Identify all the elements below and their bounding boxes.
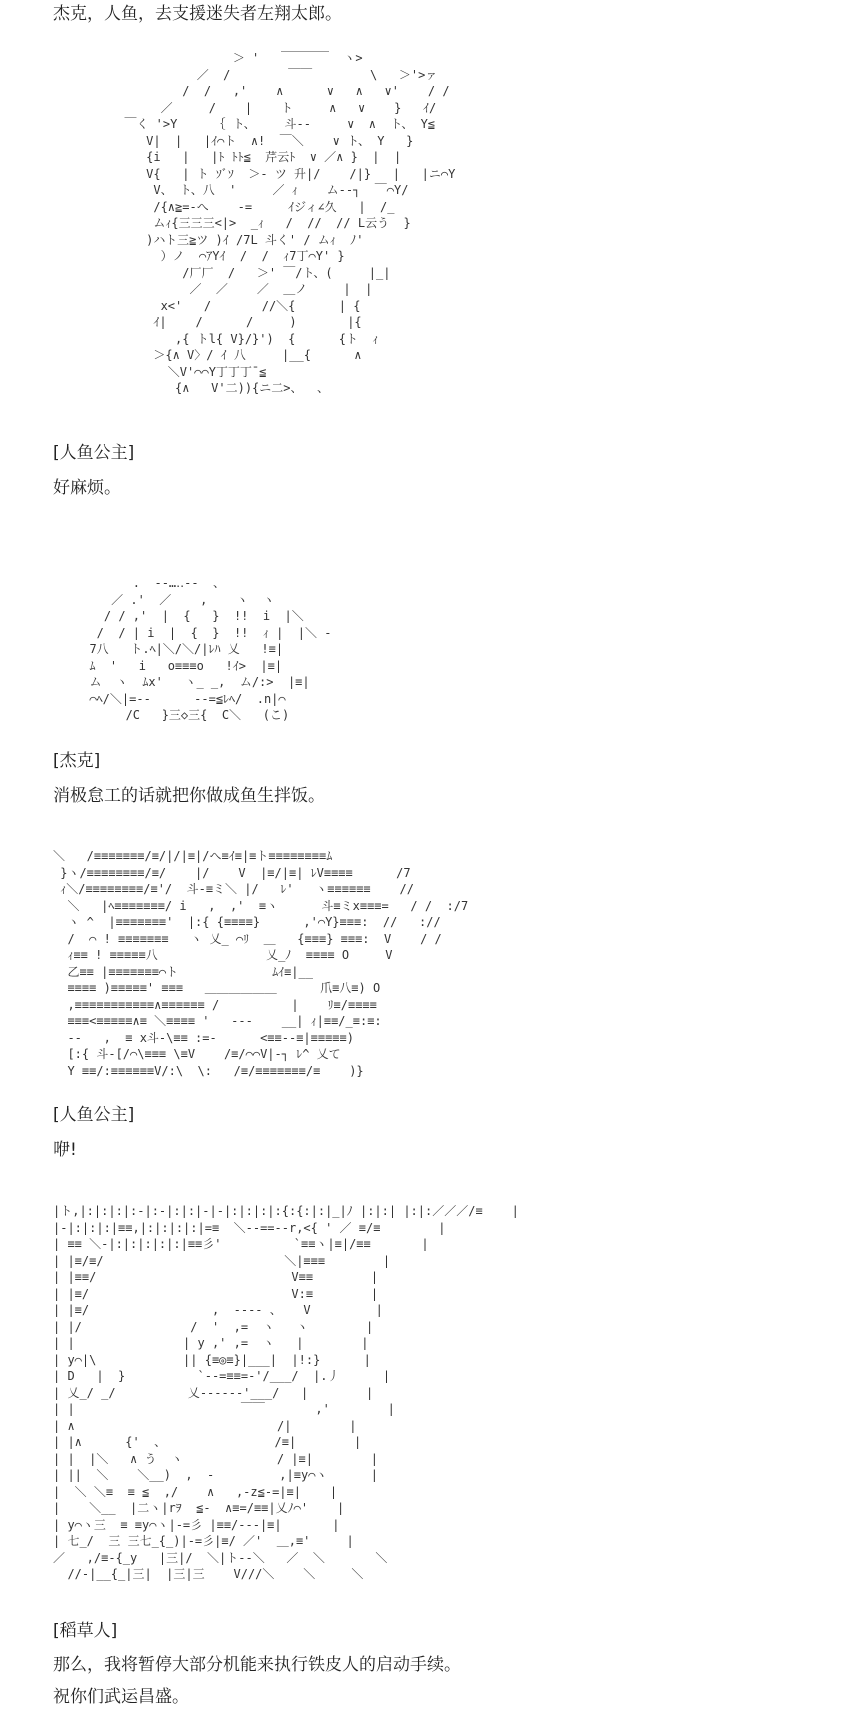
speaker-label-mermaid-princess: [人鱼公主] bbox=[53, 443, 135, 463]
ascii-art-mermaid-princess-2: ＼ /≡≡≡≡≡≡≡/≡/|/|≡|/へ≡ｲ≡|≡ト≡≡≡≡≡≡≡≡ﾑ }ヽ/≡≡≡≡≡≡≡≡/≡/ |/ V |≡/|≡| ﾚV≡≡≡≡ /7 ｨ＼/≡≡≡≡≡≡≡≡/≡'/ 斗-≡ミ＼ |/ ﾚ' ヽ≡≡≡≡≡≡ // ＼ |ﾍ≡≡≡≡≡≡≡/ i , ,' ≡ヽ 斗≡ミx≡≡≡= / / :/7 ヽ ^ |≡≡≡≡≡≡≡' |:{ {≡≡≡≡} ,'⌒Y}≡≡≡: // :// / ⌒ ! ≡≡≡≡≡≡≡ ヽ 乂_ ⌒ﾘ ＿ {≡≡≡} ≡≡≡: V / / ｨ≡≡ ! ≡≡≡≡≡八 乂_ﾉ ≡≡≡≡ O V 乙≡≡ |≡≡≡≡≡≡≡⌒ト ﾑｲ≡|__ ≡≡≡≡ )≡≡≡≡≡' ≡≡≡ ＿＿＿＿＿＿ 爪≡八≡) O ,≡≡≡≡≡≡≡≡≡≡≡∧≡≡≡≡≡≡ / | ﾘ≡/≡≡≡≡ ≡≡≡<≡≡≡≡≡∧≡ ＼≡≡≡≡ ' --- __| ｨ|≡≡/_≡:≡: -- , ≡ x斗-\≡≡ :=- <≡≡--≡|≡≡≡≡≡) [:{ 斗-[/⌒\≡≡≡ \≡V /≡/⌒⌒V|-┐ ﾚ^ 乂て Y ≡≡/:≡≡≡≡≡≡V/:\ \: /≡/≡≡≡≡≡≡≡/≡ )} bbox=[53, 849, 469, 1078]
dialog-scarecrow-2: 祝你们武运昌盛。 bbox=[53, 1687, 189, 1707]
speaker-label-jack: [杰克] bbox=[53, 751, 101, 771]
dialog-mermaid-princess-1: 好麻烦。 bbox=[53, 478, 121, 498]
ascii-art-mermaid-princess: ＞ ' ￣￣￣￣ ヽ> ／ / ￣￣ \ ＞'>ァ / / ,' ∧ ∨ ∧ ∨' / / ／ / | ト ∧ ∨ } ｲ/ ￣く '>Y ｛ ト、 斗-- ∨ ∧ ト、 Y≦ V| | |ｲ⌒ト ∧! ￣＼ ∨ ト、 Y } {i | |ﾄ ﾄﾄ≦ 芹云ﾄ ∨ ／∧ } | | V{ | ト ｿﾞｿ ＞- ツ 升|/ /|} | |ニ⌒Y V、 ト、八 ' ／ ｨ ム--┐ ￣⌒Y/ /{∧≧=-へ -= ｲジィ∠久 | /_ ムｨ{三三三<|> _ｨ / // // L云う } )ハト三≧ツ )ｲ /7L 斗く' / ムｨ ﾉ' ）ノ ⌒ｱYｲ / / ｨ7丁⌒Y' } /厂厂 / ＞' ￣/ト、( |_| ／ ／ ／ ＿ノ | | x<' / //＼{ | { ｲ| / / ) |{ ,{ トl{ V}/}') { {ト ｨ ＞{∧ V〉/ ｲ 八 |__{ ∧ ＼V'⌒⌒Y丁丁丁¯≦ {∧ V'二)){ニ二>、 、 bbox=[124, 51, 456, 395]
speaker-label-mermaid-princess-2: [人鱼公主] bbox=[53, 1105, 135, 1125]
ascii-art-jack: . -‐…‥‐- 、 ／ .' ／ , ヽ ヽ / / ,' | { } !! i |＼ / / | i | { } !! ｨ | |＼ - 7八 ト.ﾍ|＼/＼/|ﾚﾊ 乂 !≡| ﾑ ' i o≡≡≡o !ｲ> |≡| ム ヽ ﾑx' ヽ_ _, ム/:> |≡| ⌒ﾍ/＼|=-- --=≦ﾚﾍ/ .n|⌒ /C }三◇三{ C＼ (こ) bbox=[89, 576, 332, 722]
dialog-jack: 消极怠工的话就把你做成鱼生拌饭。 bbox=[53, 786, 325, 806]
ascii-art-scarecrow: |ト,|:|:|:|:-|:-|:|:|-|-|:|:|:|:{:{:|:|_|ﾉ |:|:| |:|:／／／/≡ | |-|:|:|:|≡≡,|:|:|:|:|=≡ ＼--==‐-r,<{ ' ／ ≡/≡ | | ≡≡ ＼-|:|:|:|:|:|≡≡彡' `≡≡ヽ|≡|/≡≡ | | |≡/≡/ ＼|≡≡≡ | | |≡≡/ V≡≡ | | |≡/ V:≡ | | |≡/ , ---- 、 V | | |/ / ' ,= ヽ ヽ | | | | y ,' ,= ヽ | | | y⌒|\ || {≡◎≡}|___| |!:} | | D | } `--=≡≡=-'/___/ |.丿 | | 乂_/ _/ 乂------'___/ | | | | ￣￣ ,' | | ∧ /| | | |∧ {' 、 /≡| | | | |＼ ∧ う ヽ / |≡| | | || ＼ ＼__) , - ,|≡y⌒ヽ | | ＼ ＼≡ ≡ ≦ ,/ ∧ ,-z≦-=|≡| | | ＼__ |二ヽ|rｦ ≦- ∧≡=/≡≡|乂ﾉ⌒' | | y⌒ヽ三 ≡ ≡y⌒ヽ|-=彡 |≡≡/---|≡| | | 七_/ 三 三七_{_)|-=彡|≡/ ／' ＿,≡' | ／ ,/≡-{_y |三|/ ＼|ト--＼ ／ ＼ ＼ //-|__{_|三| |三|三 V///＼ ＼ ＼ bbox=[53, 1204, 519, 1581]
dialog-scarecrow-1: 那么，我将暂停大部分机能来执行铁皮人的启动手续。 bbox=[53, 1655, 461, 1675]
dialog-mermaid-princess-2: 咿! bbox=[53, 1140, 77, 1160]
speaker-label-scarecrow: [稻草人] bbox=[53, 1621, 118, 1641]
narration-intro: 杰克，人鱼，去支援迷失者左翔太郎。 bbox=[53, 4, 342, 24]
